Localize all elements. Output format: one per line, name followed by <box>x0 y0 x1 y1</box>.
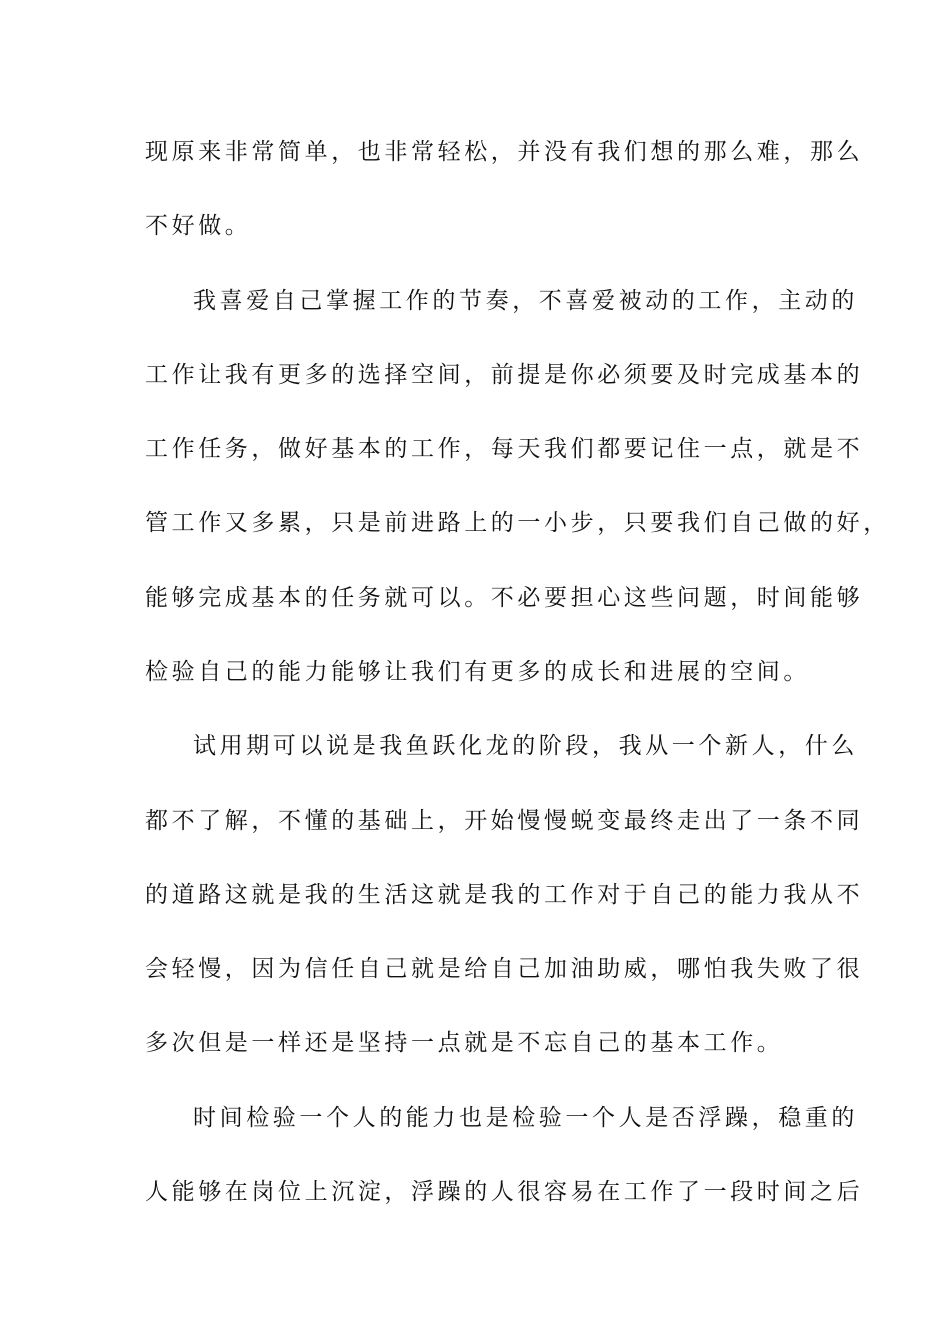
text-line: 多次但是一样还是坚持一点就是不忘自己的基本工作。 <box>145 1030 784 1056</box>
text-line: 的道路这就是我的生活这就是我的工作对于自己的能力我从不 <box>145 882 864 908</box>
text-line: 人能够在岗位上沉淀，浮躁的人很容易在工作了一段时间之后 <box>145 1179 864 1205</box>
paragraph-start-line: 时间检验一个人的能力也是检验一个人是否浮躁，稳重的 <box>193 1105 858 1131</box>
text-line: 能够完成基本的任务就可以。不必要担心这些问题，时间能够 <box>145 585 864 611</box>
text-line: 不好做。 <box>145 213 252 239</box>
paragraph-start-line: 试用期可以说是我鱼跃化龙的阶段，我从一个新人，什么 <box>193 733 858 759</box>
text-line: 工作任务，做好基本的工作，每天我们都要记住一点，就是不 <box>145 436 864 462</box>
text-line: 现原来非常简单，也非常轻松，并没有我们想的那么难，那么 <box>145 139 864 165</box>
text-line: 检验自己的能力能够让我们有更多的成长和进展的空间。 <box>145 659 810 685</box>
text-line: 工作让我有更多的选择空间，前提是你必须要及时完成基本的 <box>145 362 864 388</box>
text-line: 都不了解，不懂的基础上，开始慢慢蜕变最终走出了一条不同 <box>145 808 864 834</box>
text-line: 管工作又多累，只是前进路上的一小步，只要我们自己做的好， <box>145 510 890 536</box>
paragraph-start-line: 我喜爱自己掌握工作的节奏，不喜爱被动的工作，主动的 <box>193 288 858 314</box>
text-line: 会轻慢，因为信任自己就是给自己加油助威，哪怕我失败了很 <box>145 956 864 982</box>
